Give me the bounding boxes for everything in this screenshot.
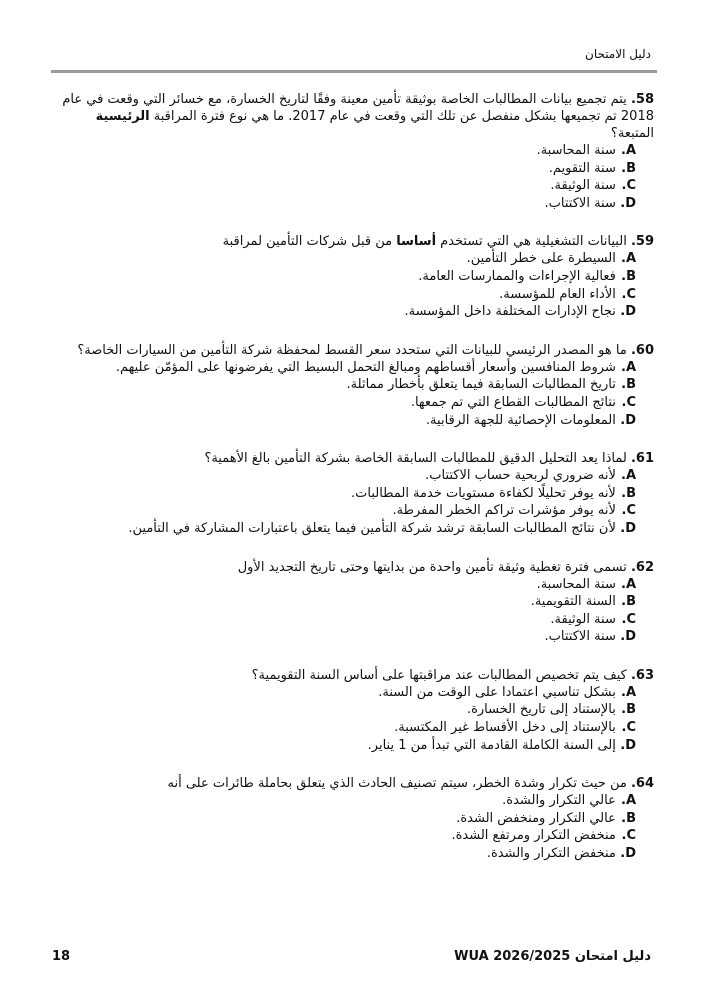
page-number: 18 xyxy=(52,949,71,964)
option-text: سنة المحاسبة. xyxy=(536,576,616,592)
option-b xyxy=(60,810,636,828)
option-letter: C. xyxy=(621,503,636,519)
option-letter: A. xyxy=(620,359,636,375)
option-d xyxy=(60,303,636,321)
option-text: منخفض التكرار ومرتفع الشدة. xyxy=(451,828,616,844)
option-b xyxy=(60,593,636,611)
option-letter: D. xyxy=(620,195,636,211)
option-letter: C. xyxy=(621,178,636,194)
question-stem-end: المتبعة؟ xyxy=(610,126,654,141)
option-a xyxy=(60,250,636,268)
option-text: بشكل تناسبي اعتمادا على الوقت من السنة. xyxy=(378,684,616,700)
question-number: 63. xyxy=(630,667,654,683)
option-a xyxy=(60,792,636,810)
option-letter: B. xyxy=(621,268,636,284)
option-text: لأنه يوفر مؤشرات تراكم الخطر المفرطة. xyxy=(392,503,616,519)
option-c xyxy=(60,177,636,195)
option-a xyxy=(60,359,636,377)
question-stem-end: من قبل شركات التأمين لمراقبة xyxy=(222,234,393,250)
options-list xyxy=(60,359,654,429)
question-63 xyxy=(60,667,654,754)
option-c xyxy=(60,394,636,412)
option-text: المعلومات الإحصائية للجهة الرقابية. xyxy=(425,412,616,428)
options-list xyxy=(60,142,654,212)
option-text: عالي التكرار والشدة. xyxy=(502,793,616,809)
option-d xyxy=(60,520,636,538)
option-text: سنة التقويم. xyxy=(548,160,616,176)
question-number: 61. xyxy=(630,451,654,467)
option-letter: A. xyxy=(620,143,636,158)
question-stem: تسمى فترة تغطية وثيقة تأمين واحدة من بدايتها وحتى تاريخ التجديد الأول xyxy=(237,559,627,575)
option-letter: A. xyxy=(620,468,636,484)
question-text xyxy=(60,667,654,684)
option-d xyxy=(60,195,636,213)
option-letter: B. xyxy=(621,160,636,176)
option-c xyxy=(60,827,636,845)
option-b xyxy=(60,485,636,503)
question-stem: من حيث تكرار وشدة الخطر، سيتم تصنيف الحادث الذي يتعلق بحاملة طائرات على أنه xyxy=(167,776,627,792)
option-text: لأنه يوفر تحليلًا لكفاءة مستويات خدمة المطالبات. xyxy=(351,485,616,501)
question-stem: كيف يتم تخصيص المطالبات عند مراقبتها على أساس السنة التقويمية؟ xyxy=(251,667,627,683)
option-letter: C. xyxy=(621,394,636,410)
options-list xyxy=(60,576,654,646)
option-letter: B. xyxy=(621,594,636,610)
option-letter: A. xyxy=(620,576,636,592)
option-text: عالي التكرار ومنخفض الشدة. xyxy=(456,810,616,826)
question-text xyxy=(60,450,654,467)
option-text: السيطرة على خطر التأمين. xyxy=(466,251,616,267)
option-letter: D. xyxy=(620,629,636,645)
option-text: سنة الوثيقة. xyxy=(550,178,616,194)
option-d xyxy=(60,628,636,646)
option-text: تاريخ المطالبات السابقة فيما يتعلق بأخطار مماثلة. xyxy=(346,377,616,393)
question-62 xyxy=(60,559,654,646)
option-letter: B. xyxy=(621,810,636,826)
option-b xyxy=(60,268,636,286)
option-text: فعالية الإجراءات والممارسات العامة. xyxy=(418,268,616,284)
question-emphasis: الرئيسية xyxy=(95,109,150,124)
question-text xyxy=(60,775,654,792)
option-letter: C. xyxy=(621,286,636,302)
option-text: نجاح الإدارات المختلفة داخل المؤسسة. xyxy=(404,304,616,320)
option-text: السنة التقويمية. xyxy=(530,594,616,610)
option-b xyxy=(60,160,636,178)
option-letter: C. xyxy=(621,611,636,627)
question-stem: ما هو المصدر الرئيسي للبيانات التي ستحدد سعر القسط لمحفظة شركة التأمين من السيارات الخاصة؟ xyxy=(77,342,627,358)
option-text: شروط المنافسين وأسعار أقساطهم ومبالغ التحمل البسيط التي يفرضونها على المؤمّن عليهم. xyxy=(115,359,616,375)
option-d xyxy=(60,845,636,863)
option-letter: B. xyxy=(621,377,636,393)
question-stem: يتم تجميع بيانات المطالبات الخاصة بوثيقة تأمين معينة وفقًا لتاريخ الخسارة، مع خسائر التي وقعت في عام 2018 تم تجميعها بشكل منفصل عن تلك التي وقعت في عام 2017. ما هي نوع فترة المراقبة xyxy=(62,92,654,124)
option-letter: D. xyxy=(620,846,636,862)
header-divider xyxy=(51,70,657,73)
option-c xyxy=(60,611,636,629)
question-stem: لماذا يعد التحليل الدقيق للمطالبات السابقة الخاصة بشركة التأمين بالغ الأهمية؟ xyxy=(204,451,627,467)
question-stem: البيانات التشغيلية هي التي تستخدم xyxy=(440,234,627,250)
question-text xyxy=(60,233,654,250)
question-number: 62. xyxy=(630,559,654,575)
option-d xyxy=(60,412,636,430)
option-text: لأنه ضروري لربحية حساب الاكتتاب. xyxy=(425,468,616,484)
option-letter: D. xyxy=(620,304,636,320)
questions-list xyxy=(60,91,654,884)
option-c xyxy=(60,502,636,520)
option-d xyxy=(60,737,636,755)
option-text: إلى السنة الكاملة القادمة التي تبدأ من 1 يناير. xyxy=(367,737,616,753)
option-letter: A. xyxy=(620,251,636,267)
option-a xyxy=(60,467,636,485)
option-text: نتائج المطالبات القطاع التي تم جمعها. xyxy=(410,394,616,410)
option-text: سنة الاكتتاب. xyxy=(544,629,616,645)
option-c xyxy=(60,286,636,304)
option-c xyxy=(60,719,636,737)
question-number: 64. xyxy=(630,776,654,792)
question-59 xyxy=(60,233,654,320)
options-list xyxy=(60,250,654,320)
option-b xyxy=(60,376,636,394)
option-letter: C. xyxy=(621,828,636,844)
question-number: 59. xyxy=(630,234,654,250)
option-text: سنة الاكتتاب. xyxy=(544,195,616,211)
option-text: منخفض التكرار والشدة. xyxy=(486,846,616,862)
options-list xyxy=(60,467,654,537)
question-number: 58. xyxy=(630,92,654,107)
option-letter: D. xyxy=(620,520,636,536)
option-letter: A. xyxy=(620,793,636,809)
option-letter: D. xyxy=(620,412,636,428)
option-letter: D. xyxy=(620,737,636,753)
header-title: دليل الامتحان xyxy=(585,47,651,61)
option-b xyxy=(60,701,636,719)
question-text xyxy=(60,342,654,359)
question-text xyxy=(60,91,654,142)
options-list xyxy=(60,684,654,754)
footer-title: دليل امتحان WUA 2026/2025 xyxy=(454,949,651,964)
option-letter: B. xyxy=(621,702,636,718)
option-a xyxy=(60,142,636,160)
question-61 xyxy=(60,450,654,537)
option-text: سنة الوثيقة. xyxy=(550,611,616,627)
question-58 xyxy=(60,91,654,212)
option-letter: B. xyxy=(621,485,636,501)
option-letter: A. xyxy=(620,684,636,700)
option-text: لأن نتائج المطالبات السابقة ترشد شركة التأمين فيما يتعلق باعتبارات المشاركة في التأمين. xyxy=(128,520,616,536)
options-list xyxy=(60,792,654,862)
option-text: سنة المحاسبة. xyxy=(536,143,616,158)
option-text: الأداء العام للمؤسسة. xyxy=(499,286,616,302)
option-a xyxy=(60,576,636,594)
option-letter: C. xyxy=(621,720,636,736)
question-60 xyxy=(60,342,654,429)
question-64 xyxy=(60,775,654,862)
option-text: بالإستناد إلى دخل الأقساط غير المكتسبة. xyxy=(394,720,616,736)
option-text: بالإستناد إلى تاريخ الخسارة. xyxy=(466,702,616,718)
option-a xyxy=(60,684,636,702)
question-emphasis: أساسا xyxy=(396,234,437,250)
question-text xyxy=(60,559,654,576)
question-number: 60. xyxy=(630,342,654,358)
